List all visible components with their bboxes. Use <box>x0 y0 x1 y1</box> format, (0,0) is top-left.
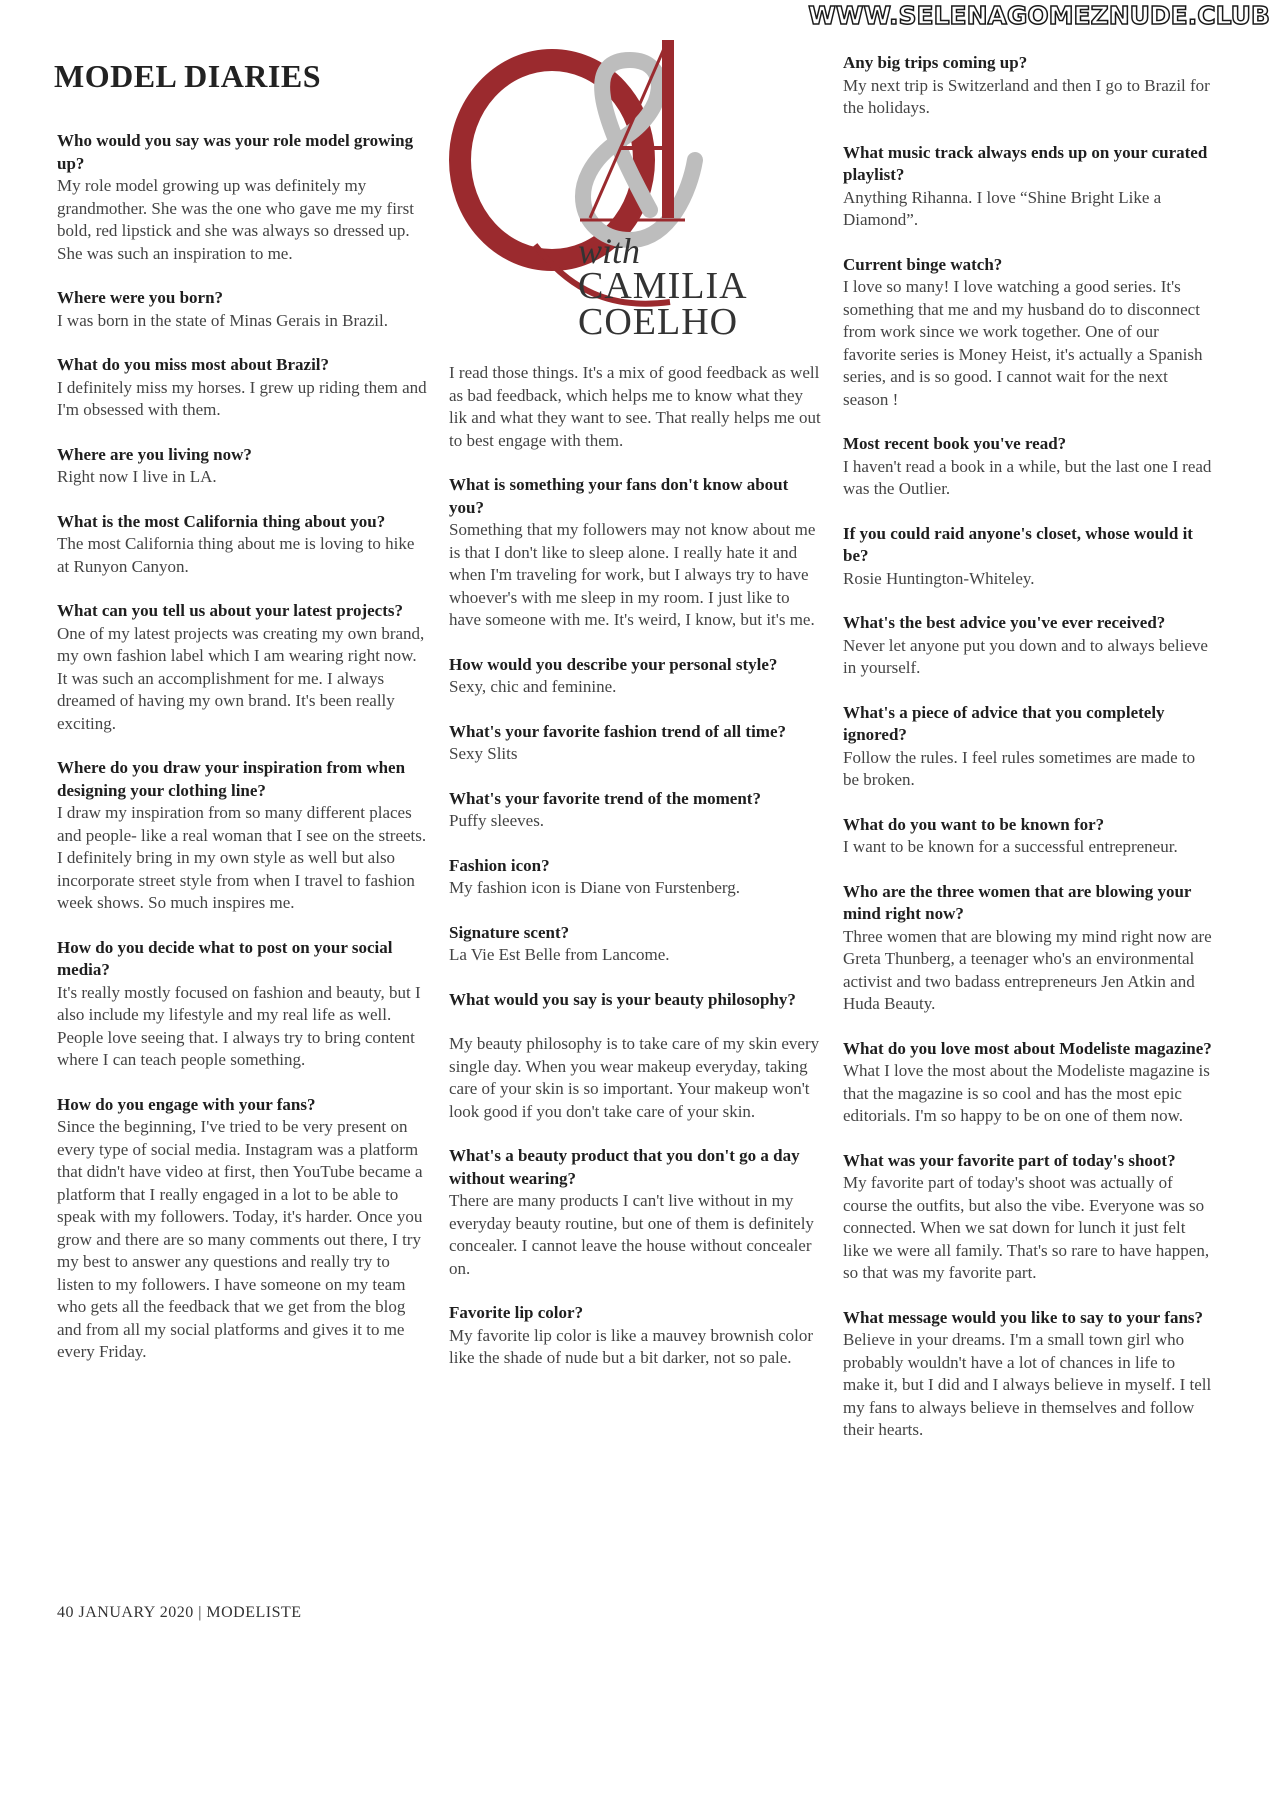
qa-item <box>843 1038 1215 1128</box>
answer-text: Three women that are blowing my mind right now are Greta Thunberg, a teenager who's an environmental activist and two badass entrepreneurs Jen Atkin and Huda Beauty. <box>843 926 1212 1013</box>
question-text: How would you describe your personal style? <box>449 654 778 674</box>
question-text: Current binge watch? <box>843 254 1003 274</box>
logo-name-line2: COELHO <box>578 301 739 343</box>
answer-text: My next trip is Switzerland and then I go to Brazil for the holidays. <box>843 75 1210 117</box>
column-1 <box>57 130 429 1386</box>
qa-item <box>449 788 821 833</box>
question-text: Where were you born? <box>57 288 224 307</box>
answer-text: Rosie Huntington-Whiteley. <box>843 568 1035 588</box>
answer-text: The most California thing about me is loving to hike at Runyon Canyon. <box>57 534 415 576</box>
answer-text: Never let anyone put you down and to always believe in yourself. <box>843 635 1208 677</box>
question-text: What's the best advice you've ever received? <box>843 613 1166 632</box>
answer-text: I draw my inspiration from so many different places and people- like a real woman that I see on the streets. I definitely bring in my own style as well but also incorporate street style from when I travel to fashion week shows. So much inspires me. <box>57 803 427 912</box>
qa-item <box>57 130 429 265</box>
watermark-text: WWW.SELENAGOMEZNUDE.CLUB <box>808 1 1270 30</box>
answer-text: What I love the most about the Modeliste magazine is that the magazine is so cool and has the most epic editorials. I'm so happy to be on one of them now. <box>843 1061 1210 1125</box>
answer-text: Right now I live in LA. <box>57 467 217 486</box>
question-text: Fashion icon? <box>449 855 550 875</box>
answer-text: One of my latest projects was creating my own brand, my own fashion label which I am wearing right now. It was such an accomplishment for me. I always dreamed of having my own brand. It's been really exciting. <box>57 623 425 733</box>
qa-item <box>57 600 429 735</box>
question-text: What is the most California thing about you? <box>57 511 386 531</box>
question-text: What is something your fans don't know about you? <box>449 475 789 517</box>
question-text: Signature scent? <box>449 922 570 942</box>
answer-text: I love so many! I love watching a good series. It's something that me and my husband do to disconnect from work since we work together. One of our favorite series is Money Heist, it's actually a Spanish series, and is so good. I cannot wait for the next season ! <box>843 277 1203 409</box>
question-text: What do you miss most about Brazil? <box>57 355 330 374</box>
qa-item <box>57 444 429 489</box>
answer-text: Something that my followers may not know about me is that I don't like to sleep alone. I really hate it and when I'm traveling for work, but I always try to have whoever's with me sleep in my room. I just like to have someone with me. It's weird, I know, but it's me. <box>449 520 816 629</box>
question-text: What do you love most about Modeliste magazine? <box>843 1038 1212 1058</box>
question-text: Most recent book you've read? <box>843 434 1067 453</box>
qa-item <box>449 989 821 1124</box>
answer-text: I haven't read a book in a while, but the last one I read was the Outlier. <box>843 456 1212 498</box>
qa-item <box>843 1150 1215 1285</box>
logo-with-text: with <box>578 231 641 271</box>
qa-item <box>843 523 1215 591</box>
column-2-intro <box>449 362 821 452</box>
question-text: What's your favorite fashion trend of all time? <box>449 721 786 741</box>
page-title: MODEL DIARIES <box>54 58 321 94</box>
question-text: What message would you like to say to your fans? <box>843 1307 1204 1327</box>
answer-text: My favorite lip color is like a mauvey brownish color like the shade of nude but a bit darker, not so pale. <box>449 1325 813 1367</box>
qa-item <box>449 922 821 967</box>
qa-item <box>57 937 429 1072</box>
answer-text: There are many products I can't live without in my everyday beauty routine, but one of them is definitely concealer. I cannot leave the house without concealer on. <box>449 1191 814 1278</box>
question-text: Who are the three women that are blowing your mind right now? <box>843 881 1192 923</box>
answer-text: My favorite part of today's shoot was actually of course the outfits, but also the vibe. Everyone was so connected. When we sat down for lunch it just felt like we were all family. That's so rare to have happen, so that was my favorite part. <box>843 1173 1210 1282</box>
question-text: What's a beauty product that you don't go a day without wearing? <box>449 1146 800 1188</box>
logo-name-line1: CAMILIA <box>578 265 748 307</box>
qa-item <box>449 654 821 699</box>
answer-text: I read those things. It's a mix of good feedback as well as bad feedback, which helps me to know what they lik and what they want to see. That really helps me out to best engage with them. <box>449 363 821 450</box>
answer-text: It's really mostly focused on fashion and beauty, but I also include my lifestyle and my real life as well. People love seeing that. I always try to bring content where I can teach people something. <box>57 982 421 1069</box>
question-text: What was your favorite part of today's shoot? <box>843 1150 1176 1170</box>
qa-item <box>843 612 1215 680</box>
qa-item <box>843 881 1215 1016</box>
qa-item <box>57 757 429 915</box>
question-text: Where are you living now? <box>57 444 252 464</box>
qa-item <box>57 354 429 422</box>
column-2 <box>449 362 821 1392</box>
qa-item <box>57 1094 429 1364</box>
answer-text: I want to be known for a successful entrepreneur. <box>843 837 1178 856</box>
question-text: How do you engage with your fans? <box>57 1094 316 1114</box>
column-3 <box>843 52 1215 1464</box>
question-text: What's your favorite trend of the moment? <box>449 788 761 808</box>
question-text: What can you tell us about your latest projects? <box>57 601 403 620</box>
qa-item <box>843 702 1215 792</box>
answer-text: My beauty philosophy is to take care of my skin every single day. When you wear makeup everyday, taking care of your skin is so important. Your makeup won't look good if you don't take care of your skin. <box>449 1034 820 1121</box>
qa-item <box>843 142 1215 232</box>
qa-item <box>449 721 821 766</box>
question-text: Where do you draw your inspiration from when designing your clothing line? <box>57 758 406 800</box>
answer-text: Anything Rihanna. I love “Shine Bright Like a Diamond”. <box>843 187 1162 229</box>
answer-text: La Vie Est Belle from Lancome. <box>449 945 670 964</box>
qa-item <box>449 1145 821 1280</box>
question-text: What would you say is your beauty philosophy? <box>449 989 796 1009</box>
qa-item <box>843 254 1215 412</box>
logo-name-text <box>578 265 748 343</box>
answer-text: My role model growing up was definitely my grandmother. She was the one who gave me my first bold, red lipstick and she was always so dressed up. She was such an inspiration to me. <box>57 176 414 263</box>
answer-text: My fashion icon is Diane von Furstenberg. <box>449 878 741 897</box>
qa-item <box>57 511 429 579</box>
answer-text: Since the beginning, I've tried to be very present on every type of social media. Instagram was a platform that didn't have video at first, then YouTube became a platform that I really engaged in a lot to be able to speak with my followers. Today, it's harder. Once you grow and there are so many comments out there, I try my best to answer any questions and really try to listen to my followers. I have someone on my team who gets all the feedback that we get from the blog and from all my social platforms and gives it to me every Friday. <box>57 1117 423 1361</box>
answer-text: Follow the rules. I feel rules sometimes are made to be broken. <box>843 747 1196 789</box>
question-text: Favorite lip color? <box>449 1303 584 1322</box>
qa-item <box>57 287 429 332</box>
answer-text: I definitely miss my horses. I grew up riding them and I'm obsessed with them. <box>57 377 427 419</box>
answer-text: Puffy sleeves. <box>449 811 545 830</box>
answer-text: Believe in your dreams. I'm a small town girl who probably wouldn't have a lot of chances in life to make it, but I did and I always believe in myself. I tell my fans to always believe in themselves and follow their hearts. <box>843 1330 1212 1439</box>
question-text: What music track always ends up on your curated playlist? <box>843 142 1208 184</box>
question-text: Any big trips coming up? <box>843 53 1028 72</box>
qa-item <box>449 855 821 900</box>
answer-text: Sexy Slits <box>449 744 518 763</box>
qa-item <box>449 474 821 632</box>
qa-item <box>843 1307 1215 1442</box>
qa-item <box>843 814 1215 859</box>
page-footer: 40 JANUARY 2020 | MODELISTE <box>57 1604 302 1621</box>
answer-text: I was born in the state of Minas Gerais in Brazil. <box>57 310 388 330</box>
spacer <box>449 1011 821 1033</box>
question-text: If you could raid anyone's closet, whose would it be? <box>843 523 1193 565</box>
question-text: How do you decide what to post on your social media? <box>57 937 393 979</box>
qa-item <box>843 52 1215 120</box>
question-text: What do you want to be known for? <box>843 814 1105 834</box>
question-text: What's a piece of advice that you completely ignored? <box>843 702 1165 744</box>
answer-text: Sexy, chic and feminine. <box>449 677 617 696</box>
question-text: Who would you say was your role model growing up? <box>57 131 414 173</box>
qa-item <box>843 433 1215 501</box>
qa-item <box>449 1302 821 1370</box>
